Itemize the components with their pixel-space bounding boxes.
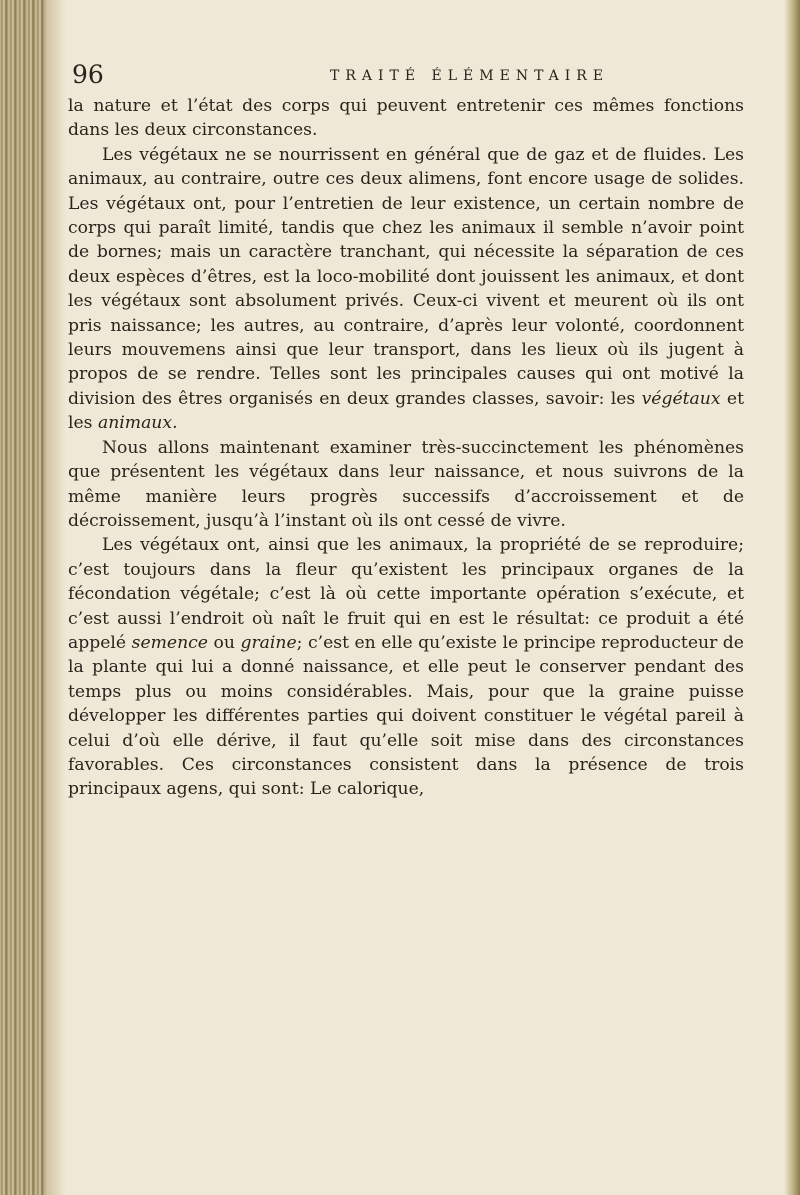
text-run: la nature et l’état des corps qui peuvent entretenir ces mêmes fonctions dans les deux circonstances. bbox=[68, 96, 744, 141]
italic-term: végétaux bbox=[641, 388, 721, 409]
text-run: ; c’est en elle qu’existe le principe reproducteur de la plante qui lui a donné naissance, et elle peut le conserver pendant des temps plus ou moins considérables. Mais, pour que la graine puisse développer les différentes parties qui doivent constituer le végétal pareil à celui d’où elle dérive, il faut qu’elle soit mise dans des circonstances favorables. Ces circonstances consistent dans la présence de trois principaux agens, qui sont: Le calorique, bbox=[68, 632, 744, 800]
book-page bbox=[68, 60, 768, 802]
page-header bbox=[68, 60, 768, 94]
italic-term: graine bbox=[240, 632, 297, 653]
text-run: ou bbox=[207, 632, 241, 653]
italic-term: animaux bbox=[97, 413, 173, 434]
text-run: Les végétaux ont, ainsi que les animaux, la propriété de se reproduire; c’est toujours dans la fleur qu’existent les principaux organes de la fécondation végétale; c’est là où cette importante opération s’exécute, et c’est aussi l’endroit où naît le fruit qui en est le résultat: ce produit a été appelé bbox=[68, 535, 744, 653]
gutter-fade bbox=[46, 0, 66, 1195]
running-title: TRAITÉ ÉLÉMENTAIRE bbox=[330, 68, 610, 84]
page-gutter-shadow bbox=[0, 0, 46, 1195]
body-text bbox=[68, 94, 744, 802]
italic-term: semence bbox=[131, 632, 208, 653]
text-run: . bbox=[172, 413, 178, 434]
paragraph-continuation bbox=[68, 94, 744, 143]
text-run: Les végétaux ne se nourrissent en général que de gaz et de fluides. Les animaux, au contraire, outre ces deux alimens, font encore usage de solides. Les végétaux ont, pour l’entretien de leur existence, un certain nombre de corps qui paraît limité, tandis que chez les animaux il semble n’avoir point de bornes; mais un caractère tranchant, qui nécessite la séparation de ces deux espèces d’êtres, est la loco-mobilité dont jouissent les animaux, et dont les végétaux sont absolument privés. Ceux-ci vivent et meurent où ils ont pris naissance; les autres, au contraire, d’après leur volonté, coordonnent leurs mouvemens ainsi que leur transport, dans les lieux où ils jugent à propos de se rendre. Telles sont les principales causes qui ont motivé la division des êtres organisés en deux grandes classes, savoir: les bbox=[68, 144, 744, 409]
paragraph-reproduction bbox=[68, 533, 744, 801]
paragraph-examen bbox=[68, 436, 744, 534]
text-run: et les bbox=[68, 388, 744, 434]
page-edge-right bbox=[784, 0, 800, 1195]
paragraph-vegetaux-animaux bbox=[68, 143, 744, 436]
text-run: Nous allons maintenant examiner très-succinctement les phénomènes que présentent les végétaux dans leur naissance, et nous suivrons de la même manière leurs progrès successifs d’accroissement et de décroissement, jusqu’à l’instant où ils ont cessé de vivre. bbox=[68, 437, 744, 531]
page-number: 96 bbox=[72, 60, 104, 89]
